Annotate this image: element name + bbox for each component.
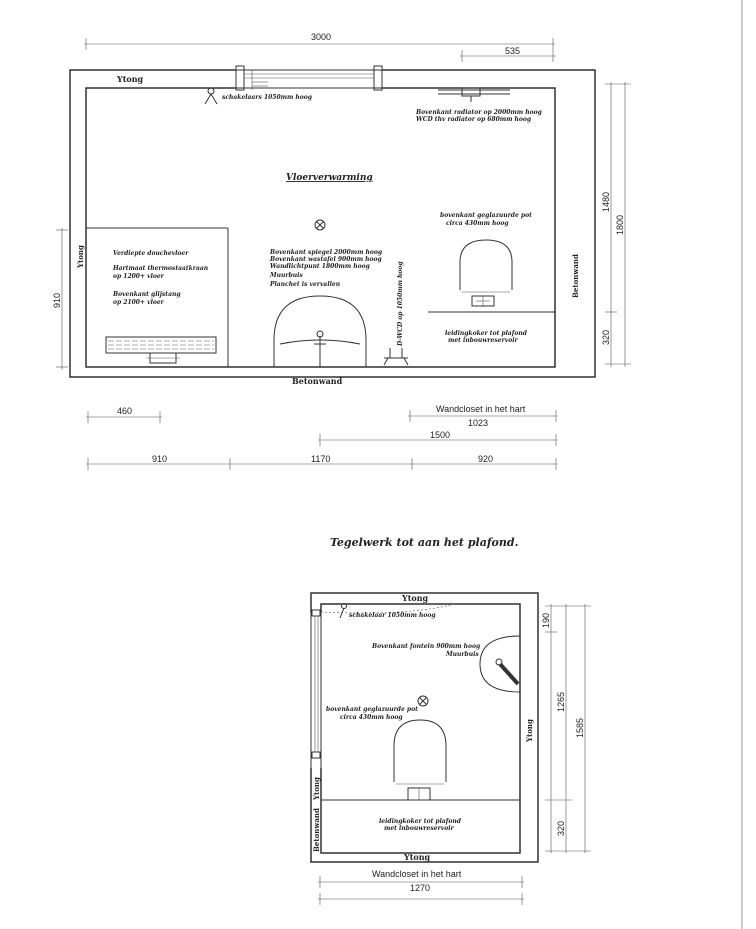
plan1-note-mirror-3: Wandlichtpunt 1800mm hoog	[270, 263, 370, 270]
plan2-note-duct-2: met inbouwreservoir	[384, 825, 454, 832]
plan2-dim-320: 320	[556, 820, 566, 836]
plan1-note-shower-3: op 1200+ vloer	[113, 273, 164, 280]
plan2-fountain-icon	[480, 636, 520, 692]
plan1-top-dimensions	[84, 32, 556, 62]
plan1-note-shower-5: op 2100+ vloer	[113, 299, 164, 306]
plan1-dim-1500: 1500	[430, 430, 451, 440]
plan1-note-pot-2: circa 430mm hoog	[446, 220, 509, 227]
plan1-dim-1480: 1480	[601, 191, 611, 212]
plan1-note-mirror-5: Planchet is vervallen	[270, 281, 341, 288]
plan1-wall-top-label: Ytong	[117, 74, 144, 84]
plan1-dim-1023: 1023	[468, 418, 489, 428]
plan1-dim-910-bottom: 910	[152, 454, 168, 464]
plan1-note-shower-4: Bovenkant glijstang	[113, 291, 181, 298]
plan1-dim-320: 320	[601, 329, 611, 345]
plan1-note-radiator-1: Bovenkant radiator op 2000mm hoog	[416, 109, 542, 116]
plan2-wall-right-label: Ytong	[525, 719, 534, 742]
plan2-toilet-icon	[394, 720, 446, 800]
plan1-dim-460: 460	[117, 406, 133, 416]
plan1-ceiling-light-icon	[315, 220, 325, 230]
plan2-wall-top-label: Ytong	[402, 593, 429, 603]
plan2-wall-left-beton: Betonwand	[312, 808, 321, 852]
plan1-note-pot-1: bovenkant geglazuurde pot	[440, 212, 532, 219]
plan1-note-switch: schakelaars 1050mm hoog	[222, 94, 312, 101]
plan1-note-radiator-2: WCD thv radiator op 680mm hoog	[416, 116, 532, 123]
plan1-dim-920: 920	[478, 454, 494, 464]
plan1-note-socket: D-WCD op 1050mm hoog	[397, 261, 404, 346]
plan1-right-dimensions	[601, 82, 631, 367]
plan1-toilet-icon	[460, 240, 512, 306]
plan1-note-mirror-2: Bovenkant wastafel 900mm hoog	[270, 256, 382, 263]
plan1-dim-910-left: 910	[52, 292, 62, 308]
plan2-switch-icon	[340, 604, 347, 619]
plan1-note-mirror-4: Muurbuis	[270, 272, 303, 279]
plan2-note-switch: schakelaar 1050mm hoog	[349, 612, 436, 619]
tiling-heading: Tegelwerk tot aan het plafond.	[330, 536, 519, 549]
plan1-note-duct-2: met inbouwreservoir	[448, 337, 518, 344]
plan2-ceiling-light-icon	[418, 696, 428, 706]
plan1-wall-bottom-label: Betonwand	[292, 376, 343, 386]
plan2-dim-1265: 1265	[556, 691, 566, 712]
plan1-bottom-dimensions	[86, 404, 558, 470]
plan2-dim-1270: 1270	[410, 883, 431, 893]
plan2-note-fountain-2: Muurbuis	[446, 651, 479, 658]
plan1-dim-535: 535	[505, 46, 521, 56]
plan2-wc-label: Wandcloset in het hart	[372, 869, 462, 879]
plan2-note-pot-2: circa 430mm hoog	[340, 714, 403, 721]
plan2-note-duct-1: leidingkoker tot plafond	[379, 818, 461, 825]
plan1-switch-icon	[205, 88, 217, 104]
plan2-wall-bottom-label: Ytong	[404, 852, 431, 862]
plan1-dim-1170: 1170	[311, 454, 331, 464]
plan2-right-dimensions	[541, 604, 591, 853]
plan1-note-duct-1: leidingkoker tot plafond	[445, 330, 527, 337]
plan2-dim-190: 190	[541, 612, 551, 628]
plan1-wall-left-label: Ytong	[76, 245, 85, 268]
plan1-wall-right-label: Betonwand	[571, 254, 580, 298]
plan1-dim-3000: 3000	[311, 32, 332, 42]
plan1-washbasin-icon	[274, 296, 366, 367]
plan2-note-pot-1: bovenkant geglazuurde pot	[326, 706, 418, 713]
plan1-wc-label: Wandcloset in het hart	[436, 404, 526, 414]
plan1-radiator-icon	[438, 88, 510, 102]
plan1-left-dimension	[52, 228, 68, 370]
plan1-note-shower-1: Verdiepte douchevloer	[113, 250, 189, 257]
plan1-note-mirror-1: Bovenkant spiegel 2000mm hoog	[270, 249, 383, 256]
plan1-floor-heating-label: Vloerverwarming	[286, 173, 373, 183]
plan2-dim-1585: 1585	[575, 717, 585, 738]
plan1-note-shower-2: Hartmaat thermostaatkraan	[113, 265, 209, 272]
plan2-note-fountain-1: Bovenkant fontein 900mm hoog	[372, 643, 481, 650]
plan1-socket-icon	[384, 348, 408, 365]
plan2-bottom-dimensions	[318, 869, 524, 905]
plan2-wall-left-ytong: Ytong	[312, 777, 321, 800]
plan1-shower-drain-icon	[106, 337, 216, 363]
plan1-dim-1800: 1800	[615, 214, 625, 235]
